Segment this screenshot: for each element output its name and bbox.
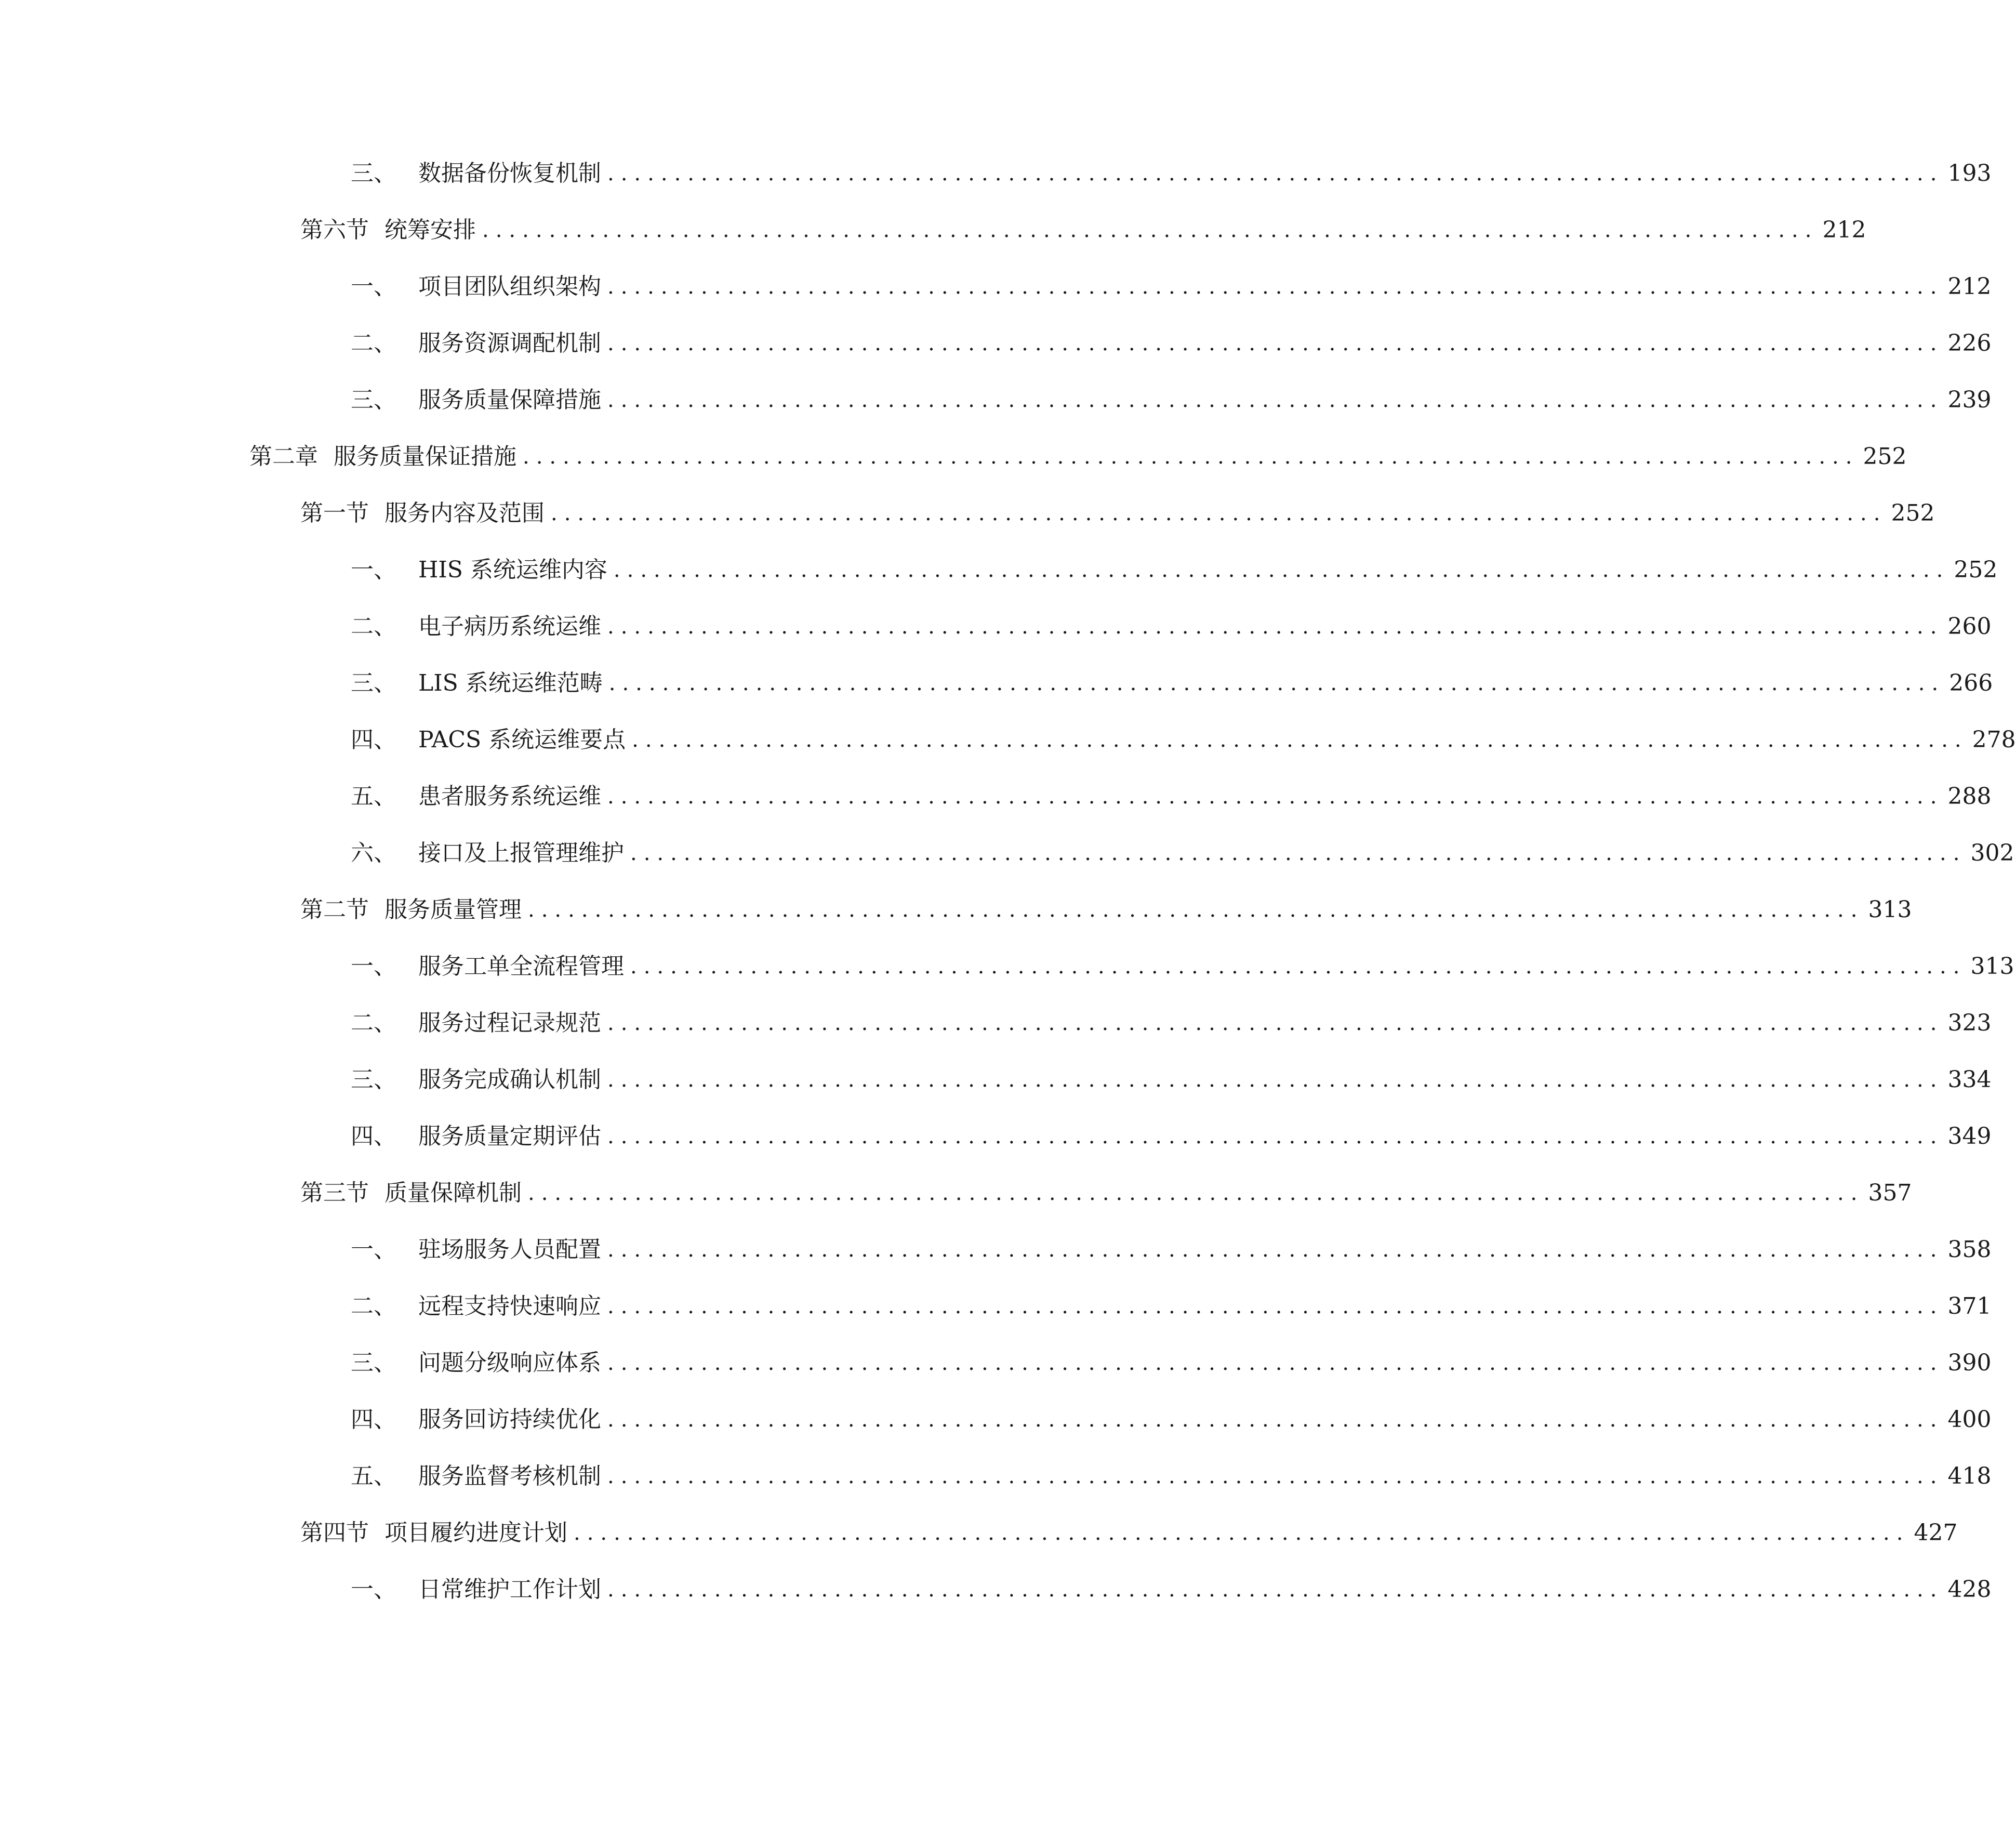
toc-page-number: 313 <box>1868 896 1912 923</box>
toc-entry-title: LIS 系统运维范畴 <box>418 670 603 696</box>
toc-entry-number: 二、 <box>351 1293 396 1319</box>
toc-entry-number: 二、 <box>351 1010 396 1036</box>
toc-entry-title: 服务过程记录规范 <box>418 1010 601 1036</box>
toc-entry[interactable] <box>351 1226 1992 1273</box>
toc-entry[interactable] <box>351 1453 1992 1500</box>
toc-entry-title: 问题分级响应体系 <box>418 1350 601 1376</box>
toc-page-number: 427 <box>1914 1520 1958 1546</box>
toc-page-number: 278 <box>1972 726 2016 753</box>
toc-dot-leader: .................................................................................................... <box>574 1521 1910 1545</box>
toc-page-number: 239 <box>1947 387 1992 413</box>
toc-entry[interactable] <box>351 1566 1992 1613</box>
toc-entry[interactable] <box>351 603 1992 650</box>
toc-entry-title: PACS 系统运维要点 <box>418 726 626 753</box>
toc-entry-number: 一、 <box>351 1236 396 1263</box>
toc-entry-title: 服务质量保证措施 <box>334 443 516 470</box>
toc-dot-leader: .................................................................................................... <box>607 1125 1944 1148</box>
toc-page-number: 357 <box>1868 1180 1912 1206</box>
toc-entry[interactable] <box>351 830 2014 877</box>
toc-page-number: 358 <box>1947 1236 1992 1263</box>
toc-entry[interactable] <box>351 717 2016 763</box>
toc-entry[interactable] <box>351 1056 1992 1103</box>
toc-entry[interactable] <box>300 490 1935 537</box>
toc-page-number: 400 <box>1947 1406 1992 1433</box>
toc-entry[interactable] <box>351 773 1992 820</box>
toc-entry-title: 电子病历系统运维 <box>418 613 601 640</box>
toc-entry-title: 日常维护工作计划 <box>418 1576 601 1603</box>
toc-entry-number: 六、 <box>351 840 396 866</box>
toc-dot-leader: .................................................................................................... <box>607 275 1944 299</box>
toc-entry-number: 四、 <box>351 1406 396 1433</box>
toc-dot-leader: .................................................................................................... <box>551 501 1887 525</box>
toc-entry-number: 三、 <box>351 1350 396 1376</box>
toc-entry[interactable] <box>351 1000 1992 1047</box>
toc-entry-number: 四、 <box>351 1123 396 1150</box>
toc-entry[interactable] <box>351 320 1992 367</box>
toc-dot-leader: .................................................................................................... <box>607 615 1944 639</box>
toc-entry-number: 三、 <box>351 1066 396 1093</box>
toc-entry-number: 第六节 <box>300 217 369 243</box>
toc-entry-title: 质量保障机制 <box>384 1180 522 1206</box>
toc-dot-leader: .................................................................................................... <box>607 1351 1944 1375</box>
toc-page-number: 371 <box>1947 1293 1992 1319</box>
toc-dot-leader: .................................................................................................... <box>607 1408 1944 1432</box>
toc-dot-leader: .................................................................................................... <box>528 1181 1864 1205</box>
toc-entry[interactable] <box>249 433 1907 480</box>
toc-entry-title: 服务质量定期评估 <box>418 1123 601 1150</box>
toc-dot-leader: .................................................................................................... <box>607 1238 1944 1262</box>
toc-entry[interactable] <box>351 943 2014 990</box>
toc-entry-title: 患者服务系统运维 <box>418 783 601 810</box>
toc-entry-title: 服务内容及范围 <box>384 500 545 526</box>
toc-entry[interactable] <box>351 263 1992 310</box>
toc-entry[interactable] <box>300 887 1912 933</box>
toc-dot-leader: .................................................................................................... <box>607 162 1944 186</box>
toc-entry-title: 服务质量管理 <box>384 896 522 923</box>
toc-entry-number: 第四节 <box>300 1520 369 1546</box>
toc-entry-number: 一、 <box>351 953 396 980</box>
toc-entry-title: HIS 系统运维内容 <box>418 557 607 583</box>
toc-entry-number: 五、 <box>351 1463 396 1489</box>
toc-page-number: 212 <box>1822 217 1866 243</box>
toc-page-number: 252 <box>1891 500 1935 526</box>
toc-entry[interactable] <box>351 1396 1992 1443</box>
toc-entry-title: 驻场服务人员配置 <box>418 1236 601 1263</box>
toc-entry[interactable] <box>300 1170 1912 1217</box>
toc-dot-leader: .................................................................................................... <box>630 955 1967 979</box>
toc-dot-leader: .................................................................................................... <box>482 218 1819 242</box>
toc-entry-number: 一、 <box>351 557 396 583</box>
toc-entry-number: 三、 <box>351 160 396 187</box>
toc-entry-title: 服务监督考核机制 <box>418 1463 601 1489</box>
toc-dot-leader: .................................................................................................... <box>607 1464 1944 1488</box>
toc-entry-number: 一、 <box>351 1576 396 1603</box>
toc-page-number: 418 <box>1947 1463 1992 1489</box>
toc-entry-number: 第二节 <box>300 896 369 923</box>
toc-entry-number: 三、 <box>351 387 396 413</box>
toc-entry-title: 统筹安排 <box>384 217 476 243</box>
toc-page-number: 349 <box>1947 1123 1992 1150</box>
toc-entry-title: 项目团队组织架构 <box>418 273 601 300</box>
toc-entry-number: 四、 <box>351 726 396 753</box>
toc-dot-leader: .................................................................................................... <box>632 728 1968 752</box>
toc-entry[interactable] <box>351 1340 1992 1386</box>
toc-entry[interactable] <box>351 377 1992 424</box>
toc-entry-number: 第三节 <box>300 1180 369 1206</box>
toc-entry-title: 远程支持快速响应 <box>418 1293 601 1319</box>
toc-entry-number: 五、 <box>351 783 396 810</box>
toc-page-number: 428 <box>1947 1576 1992 1603</box>
toc-entry-title: 服务完成确认机制 <box>418 1066 601 1093</box>
toc-entry-title: 服务资源调配机制 <box>418 330 601 356</box>
toc-entry[interactable] <box>300 1510 1958 1556</box>
toc-entry[interactable] <box>351 1113 1992 1160</box>
toc-dot-leader: .................................................................................................... <box>607 785 1944 809</box>
toc-entry-number: 第二章 <box>249 443 318 470</box>
toc-page-number: 323 <box>1947 1010 1992 1036</box>
toc-entry-number: 一、 <box>351 273 396 300</box>
toc-entry-number: 二、 <box>351 613 396 640</box>
toc-page-number: 390 <box>1947 1350 1992 1376</box>
toc-page-number: 212 <box>1947 273 1992 300</box>
toc-dot-leader: .................................................................................................... <box>528 898 1864 922</box>
toc-entry-title: 服务回访持续优化 <box>418 1406 601 1433</box>
toc-page-number: 252 <box>1863 443 1907 470</box>
toc-entry-number: 二、 <box>351 330 396 356</box>
toc-page-number: 260 <box>1947 613 1992 640</box>
toc-entry[interactable] <box>351 547 1998 593</box>
toc-dot-leader: .................................................................................................... <box>607 1068 1944 1092</box>
toc-page-number: 288 <box>1947 783 1992 810</box>
toc-entry-title: 接口及上报管理维护 <box>418 840 624 866</box>
toc-page-number: 226 <box>1947 330 1992 356</box>
toc-page-number: 193 <box>1947 160 1992 187</box>
toc-entry-title: 服务质量保障措施 <box>418 387 601 413</box>
toc-page-number: 266 <box>1949 670 1993 696</box>
toc-entry-title: 数据备份恢复机制 <box>418 160 601 187</box>
toc-entry-title: 服务工单全流程管理 <box>418 953 624 980</box>
toc-entry[interactable] <box>351 660 1993 707</box>
toc-entry-number: 三、 <box>351 670 396 696</box>
toc-entry-number: 第一节 <box>300 500 369 526</box>
toc-entry[interactable] <box>300 207 1866 254</box>
toc-page-number: 334 <box>1947 1066 1992 1093</box>
toc-dot-leader: .................................................................................................... <box>613 558 1950 582</box>
toc-dot-leader: .................................................................................................... <box>608 671 1945 695</box>
toc-page-number: 313 <box>1970 953 2014 980</box>
toc-page-number: 302 <box>1970 840 2014 866</box>
toc-dot-leader: .................................................................................................... <box>523 445 1859 469</box>
toc-dot-leader: .................................................................................................... <box>607 1011 1944 1035</box>
toc-dot-leader: .................................................................................................... <box>630 841 1967 865</box>
toc-entry-title: 项目履约进度计划 <box>384 1520 567 1546</box>
toc-entry[interactable] <box>351 150 1992 197</box>
toc-dot-leader: .................................................................................................... <box>607 332 1944 355</box>
toc-page-number: 252 <box>1954 557 1998 583</box>
toc-entry[interactable] <box>351 1283 1992 1330</box>
toc-dot-leader: .................................................................................................... <box>607 1578 1944 1602</box>
toc-dot-leader: .................................................................................................... <box>607 388 1944 412</box>
toc-dot-leader: .................................................................................................... <box>607 1294 1944 1318</box>
